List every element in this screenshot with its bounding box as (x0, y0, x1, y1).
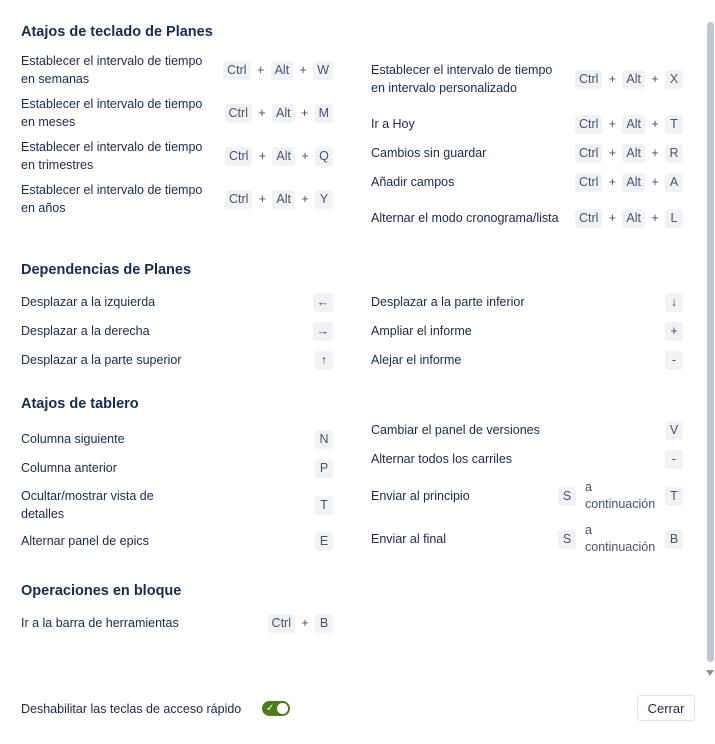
key-cap: A (665, 173, 683, 192)
shortcut-row (371, 321, 683, 341)
plus-sign: + (300, 106, 309, 120)
shortcut-row (21, 52, 333, 88)
plus-sign: + (258, 106, 266, 120)
key-cap: Ctrl (223, 61, 250, 80)
then-text: a continuación (585, 523, 656, 554)
key-cap: S (558, 530, 576, 549)
plus-sign: + (651, 175, 659, 189)
close-button[interactable]: Cerrar (637, 695, 695, 721)
key-cap: Y (315, 190, 333, 209)
key-cap: Ctrl (225, 147, 252, 166)
plus-sign: + (608, 146, 617, 160)
key-cap: M (315, 104, 333, 123)
shortcut-row (371, 478, 683, 514)
key-cap: Alt (622, 144, 645, 163)
shortcut-label: Ampliar el informe (371, 324, 472, 338)
plus-sign: + (608, 175, 617, 189)
shortcut-keys (575, 115, 683, 134)
shortcut-label: Alternar todos los carriles (371, 452, 513, 466)
shortcut-label: Ir a Hoy (371, 117, 415, 131)
shortcut-row (371, 420, 683, 440)
arrow-left-key: ← (313, 293, 334, 312)
key-cap: Ctrl (575, 209, 602, 228)
key-cap: B (315, 614, 333, 633)
section-title-dependencias: Dependencias de Planes (21, 262, 192, 278)
shortcut-row (371, 143, 683, 163)
column-left (21, 420, 333, 557)
plus-sign: + (651, 146, 659, 160)
vertical-scrollbar[interactable] (707, 22, 714, 662)
key-cap: T (665, 115, 683, 134)
column-left (21, 52, 333, 236)
shortcut-label: Establecer el intervalo de tiempo en años (21, 183, 203, 215)
shortcut-label: Columna siguiente (21, 432, 125, 446)
shortcut-row (21, 429, 333, 449)
shortcut-label: Establecer el intervalo de tiempo en semanas (21, 54, 203, 86)
shortcut-keys (225, 190, 333, 209)
shortcut-keys (575, 70, 683, 89)
shortcut-row (21, 181, 333, 217)
column-right (371, 292, 683, 370)
shortcut-row (371, 200, 683, 236)
arrow-down-key: ↓ (665, 293, 683, 312)
key-cap: V (665, 421, 683, 440)
minus-key: - (665, 450, 683, 469)
key-cap: X (665, 70, 683, 89)
shortcut-row (21, 138, 333, 174)
shortcut-row (371, 350, 683, 370)
shortcuts-dialog-content (21, 18, 683, 670)
shortcut-row (21, 321, 333, 341)
key-cap: Ctrl (225, 190, 252, 209)
shortcut-label: Establecer el intervalo de tiempo en intervalo personalizado (371, 63, 553, 95)
plus-sign: + (301, 616, 309, 630)
key-cap: N (315, 430, 333, 449)
key-cap: Alt (622, 173, 645, 192)
key-cap: L (665, 209, 683, 228)
section-title-bloque: Operaciones en bloque (21, 583, 182, 599)
key-cap: T (315, 496, 333, 515)
shortcut-row (21, 487, 333, 523)
shortcut-row (21, 292, 333, 312)
shortcut-keys (558, 522, 683, 556)
shortcut-keys (268, 614, 333, 633)
shortcut-label: Cambios sin guardar (371, 146, 487, 160)
shortcut-row (371, 114, 683, 134)
shortcut-label: Ocultar/mostrar vista de detalles (21, 489, 154, 521)
key-cap: R (665, 144, 683, 163)
shortcut-label: Ir a la barra de herramientas (21, 616, 179, 630)
shortcut-label: Alternar el modo cronograma/lista (371, 211, 559, 225)
shortcut-row (21, 531, 333, 551)
key-cap: Alt (622, 115, 645, 134)
plus-sign: + (651, 211, 659, 225)
shortcut-keys (575, 144, 683, 163)
minus-key: - (665, 351, 683, 370)
shortcut-label: Enviar al principio (371, 489, 470, 503)
section-dependencias-columns (21, 292, 683, 370)
shortcut-label: Alejar el informe (371, 353, 462, 367)
key-cap: P (315, 459, 333, 478)
key-cap: Alt (272, 104, 295, 123)
shortcut-row (21, 458, 333, 478)
shortcut-keys (223, 61, 333, 80)
shortcut-label: Enviar al final (371, 532, 447, 546)
key-cap: Alt (271, 61, 294, 80)
toggle-knob (277, 703, 288, 714)
key-cap: Ctrl (575, 70, 602, 89)
key-cap: S (558, 487, 576, 506)
shortcut-keys (225, 147, 333, 166)
section-title-tablero: Atajos de tablero (21, 396, 139, 412)
shortcut-row (21, 613, 333, 633)
key-cap: Alt (622, 209, 645, 228)
key-cap: Ctrl (575, 173, 602, 192)
plus-sign: + (301, 192, 309, 206)
shortcut-row (371, 172, 683, 192)
plus-sign: + (608, 211, 617, 225)
shortcut-row (371, 52, 683, 106)
shortcut-row (371, 449, 683, 469)
shortcut-keys (575, 209, 683, 228)
column-left (21, 292, 333, 370)
key-cap: Ctrl (575, 144, 602, 163)
shortcut-label: Cambiar el panel de versiones (371, 423, 540, 437)
shortcut-row (371, 521, 683, 557)
disable-shortcuts-toggle[interactable] (262, 701, 290, 716)
plus-sign: + (608, 117, 617, 131)
column-left (21, 613, 333, 633)
disable-shortcuts-label: Deshabilitar las teclas de acceso rápido (21, 702, 242, 716)
shortcut-label: Añadir campos (371, 175, 455, 189)
key-cap: Ctrl (225, 104, 252, 123)
column-right (371, 420, 683, 557)
key-cap: E (315, 532, 333, 551)
check-icon: ✓ (266, 703, 275, 714)
arrow-right-key: → (313, 322, 334, 341)
section-bloque-columns (21, 613, 683, 633)
column-right (371, 52, 683, 236)
shortcut-keys (575, 173, 683, 192)
then-text: a continuación (585, 480, 656, 511)
arrow-up-key: ↑ (315, 351, 333, 370)
section-planes-columns (21, 52, 683, 236)
plus-sign: + (651, 117, 659, 131)
key-cap: Alt (272, 147, 295, 166)
plus-sign: + (256, 63, 265, 77)
shortcut-row (371, 292, 683, 312)
shortcut-label: Establecer el intervalo de tiempo en trimestres (21, 140, 203, 172)
section-tablero-columns (21, 420, 683, 557)
plus-sign: + (301, 149, 309, 163)
shortcut-keys (558, 479, 683, 513)
plus-sign: + (299, 63, 307, 77)
shortcut-label: Desplazar a la derecha (21, 324, 150, 338)
scroll-down-arrow-icon[interactable] (706, 670, 714, 676)
shortcut-label: Desplazar a la izquierda (21, 295, 156, 309)
plus-sign: + (258, 192, 267, 206)
shortcut-label: Desplazar a la parte superior (21, 353, 182, 367)
key-cap: B (665, 530, 683, 549)
plus-sign: + (651, 72, 659, 86)
plus-sign: + (258, 149, 267, 163)
key-cap: Ctrl (575, 115, 602, 134)
shortcut-label: Establecer el intervalo de tiempo en meses (21, 97, 203, 129)
key-cap: T (665, 487, 683, 506)
shortcut-keys (225, 104, 333, 123)
key-cap: Alt (272, 190, 295, 209)
key-cap: Ctrl (268, 614, 295, 633)
key-cap: Q (315, 147, 333, 166)
section-title-planes: Atajos de teclado de Planes (21, 24, 213, 40)
shortcut-label: Desplazar a la parte inferior (371, 295, 525, 309)
plus-key: + (665, 322, 683, 341)
shortcut-row (21, 95, 333, 131)
shortcut-row (21, 350, 333, 370)
shortcut-label: Columna anterior (21, 461, 117, 475)
key-cap: W (313, 61, 333, 80)
plus-sign: + (608, 72, 617, 86)
column-right (371, 613, 683, 633)
shortcut-label: Alternar panel de epics (21, 534, 149, 548)
key-cap: Alt (622, 70, 645, 89)
